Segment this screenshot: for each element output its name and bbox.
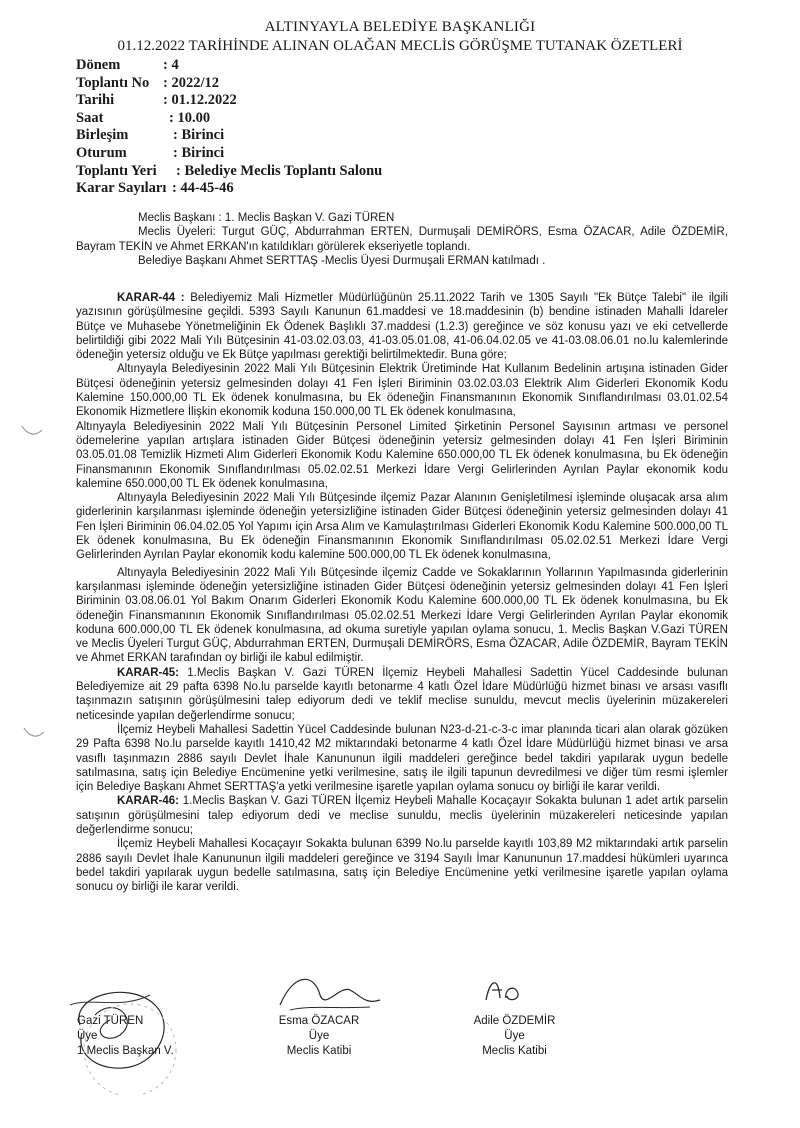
meta-key: Saat	[76, 109, 104, 126]
signatory-role: Üye	[504, 1030, 525, 1042]
meta-key: Toplantı No	[76, 74, 150, 91]
attendance-section	[76, 211, 728, 268]
decision-44-item-1: Altınyayla Belediyesinin 2022 Mali Yılı Bütçesinin Elektrik Üretiminde Hat Kullanım Bedelinin artışına istinaden Gider Bütçesi ödeneğinin yetersiz gelmesinden dolayı 41 Fen İşleri Biriminin 03.02.03.03 Elektrik Alım Giderleri Ekonomik Kodu Kalemine 150.000,00 TL Ek ödenek konulmasına, bu Ek ödeneğin Finansmanının Ekonomik Sınıflandırılması 03.01.02.54 Ekonomik Hizmetlere İlişkin ekonomik koduna 150.000,00 TL Ek ödenek konulmasına,	[76, 363, 728, 419]
decision-45-intro	[76, 666, 728, 723]
signatory-name: Adile ÖZDEMİR	[473, 1015, 556, 1027]
decision-45-resolution: İlçemiz Heybeli Mahallesi Sadettin Yücel Caddesinde bulunan N23-d-21-c-3-c imar planında ticari alan olarak gözüken 29 Pafta 6398 No.lu parselde kayıtlı 1410,42 M2 miktarındaki betonarme 4 katlı Özel İdare Müdürlüğü hizmet binası ve arsa vasıflı taşınmazın 2886 sayılı Devlet İhale Kanununun ilgili maddeleri gereğince bedel takdiri yapılarak uygun bedelle satılmasına, satış için Belediye Encümenine yetki verilmesine, satış ile ilgili tapunun devredilmesi ve diğer tüm resmi işlemler için Belediye Başkanı Ahmet SERTTAŞ'a yetki verilmesine işaretle yapılan oylama sonucu oy birliği ile karar verildi.	[76, 723, 728, 794]
meta-value: : 10.00	[169, 109, 211, 126]
signatory-name: Esma ÖZACAR	[278, 1015, 360, 1027]
decision-46-resolution: İlçemiz Heybeli Mahallesi Kocaçayır Sokakta bulunan 6399 No.lu parselde kayıtlı 103,89 M2 miktarındaki artık parselin 2886 sayılı Devlet İhale Kanununun ilgili maddeleri gereğince ve 3194 Sayılı İmar Kanununun 17.maddesi hükümleri uyarınca bedel takdiri yapılarak uygun bedelle satılmasına, satış için Belediye Encümenine yetki verilmesine işaretle yapılan oylama sonucu oy birliği ile karar verildi.	[76, 838, 728, 894]
meta-value: : 44-45-46	[172, 180, 234, 197]
signatory-title: 1.Meclis Başkan V.	[77, 1045, 174, 1057]
document-subtitle: 01.12.2022 TARİHİNDE ALINAN OLAĞAN MECLİS GÖRÜŞME TUTANAK ÖZETLERİ	[117, 38, 683, 54]
meta-value: : Birinci	[173, 127, 225, 144]
signatory-role: Üye	[308, 1030, 330, 1042]
meta-row-donem	[76, 57, 382, 75]
meta-key: Oturum	[76, 144, 127, 161]
meta-value: : 01.12.2022	[163, 92, 237, 109]
decision-46-text: 1.Meclis Başkan V. Gazi TÜREN İlçemiz Heybeli Mahalle Kocaçayır Sokakta bulunan 1 adet artık parselin satışının görüşülmesini talep ediyorum dedi ve meclise sunuldu, meclis üyelerinin müzakereleri neticesinde yapılan değerlendirme sonucu;	[76, 795, 728, 836]
decision-44-item-3: Altınyayla Belediyesinin 2022 Mali Yılı Bütçesinde ilçemiz Pazar Alanının Genişletilmesi işleminde oluşacak arsa alım giderlerinin karşılanması işleminde ödeneğin yetersizliğine istinaden Gider Bütçesi ödeneğinin yetersiz gelmesinden dolayı 41 Fen İşleri Biriminin 06.04.02.05 Yol Yapımı için Arsa Alım ve Kamulaştırılması Giderleri Ekonomik Kodu Kalemine 500.000,00 TL Ek ödenek konulmasına, Bu Ek ödeneğin Finansmanının Ekonomik Sınıflandırılması 05.02.02.51 Merkezi İdare Vergi Gelirlerinden Ayrılan Paylar ekonomik kodu kalemine 500.000,00 TL Ek ödenek konulmasına,	[76, 492, 728, 562]
meta-row-saat	[76, 110, 382, 128]
meta-key: Toplantı Yeri	[76, 162, 157, 179]
document-title: ALTINYAYLA BELEDİYE BAŞKANLIĞI	[264, 19, 536, 35]
decision-46-label: KARAR-46:	[117, 795, 179, 808]
meta-row-tarihi	[76, 92, 382, 110]
meeting-meta	[76, 57, 382, 198]
decision-44-label: KARAR-44 :	[117, 292, 185, 304]
decision-46-intro	[76, 794, 728, 837]
signatory-name: Gazi TÜREN	[77, 1015, 144, 1027]
meta-value: : Belediye Meclis Toplantı Salonu	[176, 162, 383, 179]
signatory-role: Üye	[77, 1030, 98, 1042]
signature-ozdemir	[468, 1014, 561, 1059]
meeting-chair: Meclis Başkanı : 1. Meclis Başkan V. Gazi TÜREN	[138, 212, 395, 224]
meta-row-oturum	[76, 145, 382, 163]
decision-45-label: KARAR-45:	[117, 666, 179, 679]
meta-key: Karar Sayıları	[76, 180, 167, 197]
decisions-section	[76, 291, 728, 894]
decision-45-text: 1.Meclis Başkan V. Gazi TÜREN İlçemiz Heybeli Mahallesi Sadettin Yücel Caddesinde bulunan Belediyemize ait 29 pafta 6398 No.lu parselde kayıtlı betonarme 4 katlı Özel İdare Müdürlüğü hizmet binası ve arsası vasıflı taşınmazın satışının görüşülmesini talep ediyorum dedi ve teklif meclise sunuldu, mevcut meclis üyelerinin müzakereleri neticesinde yapılan değerlendirme sonucu;	[76, 666, 728, 722]
meta-value: : 2022/12	[163, 74, 219, 91]
meta-value: : 4	[163, 57, 179, 73]
decision-44-item-4: Altınyayla Belediyesinin 2022 Mali Yılı Bütçesinde ilçemiz Cadde ve Sokaklarının Yollarının Yapılmasında giderlerinin karşılanması işleminde ödeneğin yetersizliğine istinaden Gider Bütçesi ödeneğinin yetersiz gelmesinden dolayı 41 Fen İşleri Biriminin 03.08.06.01 Yol Bakım Onarım Giderleri Ekonomik Kodu Kalemine 600.000,00 TL Ek ödenek konulmasına, bu Ek ödeneğin Finansmanının Ekonomik Sınıflandırılması 05.02.02.51 Merkezi İdare Vergi Gelirlerinden Ayrılan Paylar ekonomik koduna 600.000,00 TL Ek ödenek konulmasına, ad okuma suretiyle yapılan oylama sonucu, 1. Meclis Başkan V.Gazi TÜREN ve Meclis Üyeleri Turgut GÜÇ, Abdurrahman ERTEN, Durmuşali DEMİRÖRS, Esma ÖZACAR, Adile ÖZDEMİR, Bayram TEKİN ve Ahmet ERKAN tarafından oy birliği ile kabul edilmiştir.	[76, 566, 728, 665]
decision-44-item-2: Altınyayla Belediyesinin 2022 Mali Yılı Bütçesinin Personel Limited Şirketinin Personel Sayısının artması ve personel ödemelerine yapılan artışlara istinaden Gider Bütçesi ödeneğinin yetersiz gelmesinden dolayı 41 Fen İşleri Biriminin 03.05.01.08 Temizlik Hizmeti Alım Giderleri Ekonomik Kodu Kalemine 650.000,00 TL Ek ödenek konulmasına, bu Ek ödeneğin Finansmanının Ekonomik Sınıflandırılması 05.02.02.51 Merkezi İdare Vergi Gelirlerinden Ayrılan Paylar ekonomik kodu kalemine 650.000,00 TL Ek ödenek konulmasına,	[76, 420, 728, 490]
signature-mark-ozdemir	[478, 970, 528, 1010]
decision-44-text: Belediyemiz Mali Hizmetler Müdürlüğünün 25.11.2022 Tarih ve 1305 Sayılı "Ek Bütçe Talebi" ile ilgili yazısının görüşülmesine geçildi. 5393 Sayılı Kanunun 61.maddesi ve 18.maddesinin (b) bendine istinaden Mahalli İdareler Bütçe ve Muhasebe Yönetmeliğinin Ek Ödenek Başlıklı 37.maddesi (1.2.3) gereğince ve söz konusu yazı ve eki cetvellerde belirtildiği gibi 2022 Mali Yılı Bütçesinin 41-03.02.03.03, 41-03.05.01.08, 41-06.04.02.05 ve 41-03.08.06.01 no.lu kalemlerinde ödeneğin yetersiz olduğu ve Ek Bütçe yapılması gerektiği belirtilmektedir. Buna göre;	[76, 292, 728, 362]
meta-key: Dönem	[76, 57, 121, 73]
punch-hole-mark	[22, 722, 47, 742]
punch-hole-mark	[20, 420, 45, 440]
meta-row-toplanti-no	[76, 75, 382, 93]
signature-ozacar	[276, 1014, 362, 1059]
signatory-title: Meclis Katibi	[286, 1045, 352, 1057]
meta-key: Birleşim	[76, 127, 129, 144]
signature-turen	[77, 1014, 174, 1059]
meta-value: : Birinci	[173, 144, 225, 161]
meta-row-karar-sayilari	[76, 180, 382, 198]
signatory-title: Meclis Katibi	[482, 1045, 547, 1057]
meta-row-toplanti-yeri	[76, 163, 382, 181]
meta-row-birlesim	[76, 127, 382, 145]
meeting-members: Meclis Üyeleri: Turgut GÜÇ, Abdurrahman ERTEN, Durmuşali DEMİRÖRS, Esma ÖZACAR, Adile ÖZDEMİR, Bayram TEKİN ve Ahmet ERKAN'ın katıldıkları görülerek ekseriyetle toplandı.	[76, 226, 728, 253]
signature-mark-ozacar	[270, 965, 390, 1020]
meta-key: Tarihi	[76, 92, 115, 109]
meeting-absent: Belediye Başkanı Ahmet SERTTAŞ -Meclis Üyesi Durmuşali ERMAN katılmadı .	[138, 254, 546, 267]
decision-44-intro	[76, 291, 728, 362]
